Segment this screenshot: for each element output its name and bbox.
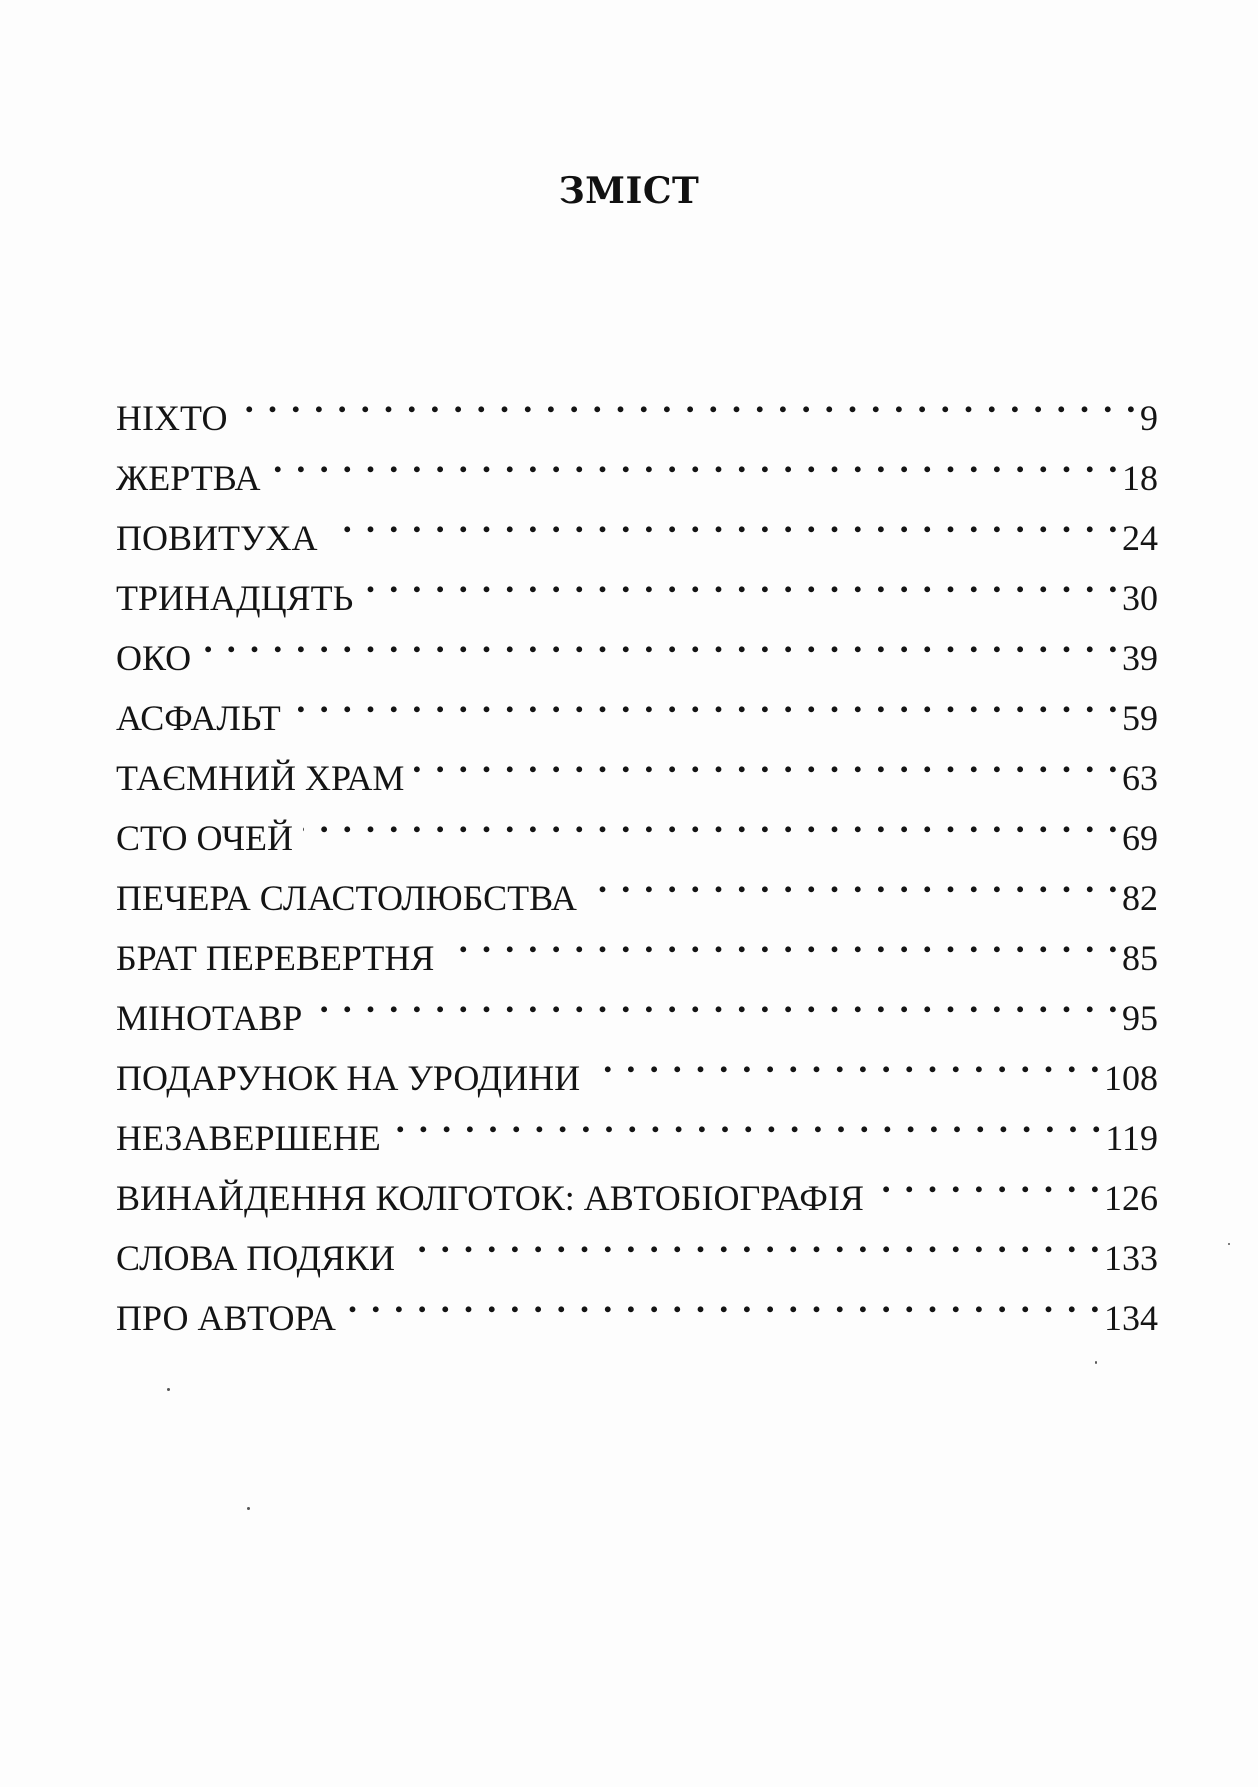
toc-entry-page: 95 <box>1122 998 1158 1038</box>
scan-speck <box>247 1507 250 1510</box>
toc-entry[interactable] <box>116 670 1158 738</box>
toc-entry-title: СТО ОЧЕЙ <box>116 818 294 858</box>
dot-leader <box>590 1030 1102 1090</box>
toc-entry-title: МІНОТАВР <box>116 998 303 1038</box>
toc-entry-page: 119 <box>1105 1118 1158 1158</box>
table-of-contents <box>116 370 1158 1338</box>
toc-entry-title: ПЕЧЕРА СЛАСТОЛЮБСТВА <box>116 878 577 918</box>
toc-entry-title: ВИНАЙДЕННЯ КОЛГОТОК: АВТОБІОГРАФІЯ <box>116 1178 864 1218</box>
dot-leader <box>346 1270 1102 1330</box>
toc-entry-title: ОКО <box>116 638 192 678</box>
scan-speck <box>167 1388 170 1391</box>
dot-leader <box>414 730 1120 790</box>
dot-leader <box>238 370 1139 430</box>
dot-leader <box>874 1150 1102 1210</box>
toc-entry-page: 82 <box>1122 878 1158 918</box>
toc-entry-title: НІХТО <box>116 398 228 438</box>
toc-entry-page: 134 <box>1104 1298 1158 1338</box>
toc-entry-title: ПОВИТУХА <box>116 518 318 558</box>
toc-entry-page: 9 <box>1140 398 1158 438</box>
toc-entry-title: НЕЗАВЕРШЕНЕ <box>116 1118 381 1158</box>
toc-entry-title: БРАТ ПЕРЕВЕРТНЯ <box>116 938 435 978</box>
dot-leader <box>363 550 1120 610</box>
toc-entry-title: ТРИНАДЦЯТЬ <box>116 578 354 618</box>
toc-entry-title: АСФАЛЬТ <box>116 698 281 738</box>
scan-speck <box>1228 1243 1230 1245</box>
dot-leader <box>327 490 1120 550</box>
toc-entry-page: 126 <box>1104 1178 1158 1218</box>
toc-entry-page: 39 <box>1122 638 1158 678</box>
toc-entry-title: ПОДАРУНОК НА УРОДИНИ <box>116 1058 581 1098</box>
toc-entry-page: 69 <box>1122 818 1158 858</box>
toc-entry-page: 85 <box>1122 938 1158 978</box>
dot-leader <box>587 850 1120 910</box>
page-title: ЗМІСТ <box>558 170 700 212</box>
toc-entry[interactable] <box>116 430 1158 498</box>
dot-leader <box>444 910 1120 970</box>
toc-entry-title: ПРО АВТОРА <box>116 1298 336 1338</box>
toc-entry-title: СЛОВА ПОДЯКИ <box>116 1238 396 1278</box>
dot-leader <box>391 1090 1104 1150</box>
toc-entry-page: 30 <box>1122 578 1158 618</box>
dot-leader <box>312 970 1120 1030</box>
dot-leader <box>201 610 1120 670</box>
toc-entry-page: 63 <box>1122 758 1158 798</box>
toc-entry-page: 59 <box>1122 698 1158 738</box>
toc-entry-page: 18 <box>1122 458 1158 498</box>
dot-leader <box>303 790 1120 850</box>
dot-leader <box>405 1210 1102 1270</box>
toc-entry-page: 24 <box>1122 518 1158 558</box>
toc-entry[interactable] <box>116 490 1158 558</box>
toc-entry[interactable] <box>116 610 1158 678</box>
dot-leader <box>291 670 1120 730</box>
toc-entry[interactable] <box>116 370 1158 438</box>
scan-speck <box>1095 1361 1097 1364</box>
toc-entry-page: 133 <box>1104 1238 1158 1278</box>
dot-leader <box>270 430 1120 490</box>
toc-entry-page: 108 <box>1104 1058 1158 1098</box>
toc-entry-title: ТАЄМНИЙ ХРАМ <box>116 758 405 798</box>
toc-entry-title: ЖЕРТВА <box>116 458 261 498</box>
